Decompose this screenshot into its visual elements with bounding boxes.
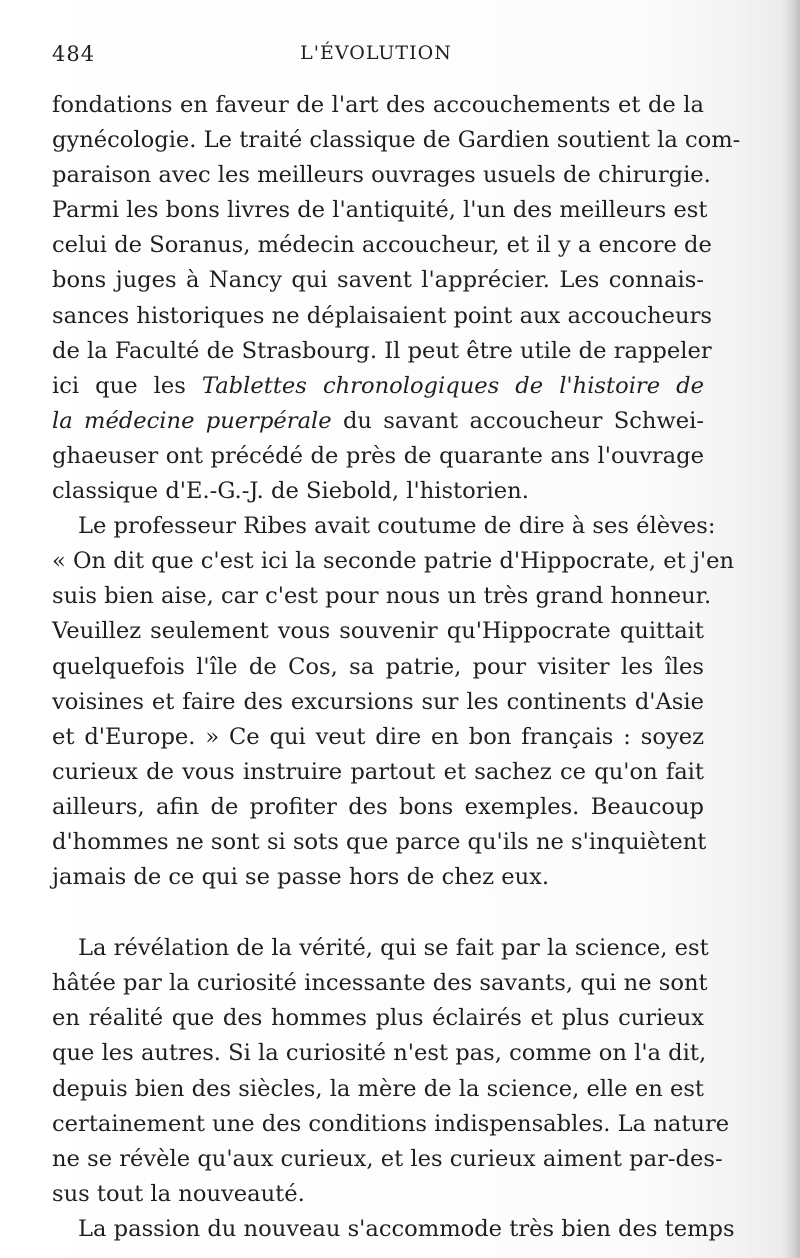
text-line: gynécologie. Le traité classique de Gardien soutient la com- xyxy=(52,127,741,154)
text-line: Veuillez seulement vous souvenir qu'Hippocrate quittait xyxy=(52,618,704,645)
text-line: curieux de vous instruire partout et sachez ce qu'on fait xyxy=(52,758,704,785)
text-line: Parmi les bons livres de l'antiquité, l'un des meilleurs est xyxy=(52,197,708,224)
paragraph-start-line: La passion du nouveau s'accommode très bien des temps xyxy=(78,1215,735,1242)
page-header xyxy=(52,42,700,72)
section-gap xyxy=(52,895,704,931)
text-line: ne se révèle qu'aux curieux, et les curieux aiment par-des- xyxy=(52,1145,723,1172)
text-line: depuis bien des siècles, la mère de la science, elle en est xyxy=(52,1075,704,1102)
text-line: sances historiques ne déplaisaient point aux accoucheurs xyxy=(52,302,712,329)
text-line: fondations en faveur de l'art des accouchements et de la xyxy=(52,92,704,118)
text-line: celui de Soranus, médecin accoucheur, et il y a encore de xyxy=(52,232,712,259)
body-text xyxy=(52,88,741,1247)
text-line: hâtée par la curiosité incessante des savants, qui ne sont xyxy=(52,970,708,997)
text-line: d'hommes ne sont si sots que parce qu'ils ne s'inquiètent xyxy=(52,828,707,855)
text-line: voisines et faire des excursions sur les continents d'Asie xyxy=(52,688,704,715)
page-binding-shadow xyxy=(782,0,800,1258)
plain-text: ici que les xyxy=(52,372,202,399)
italic-title: la médecine puerpérale xyxy=(52,407,332,434)
text-line: ghaeuser ont précédé de près de quarante ans l'ouvrage xyxy=(52,442,704,469)
text-line: ailleurs, afin de profiter des bons exemples. Beaucoup xyxy=(52,793,704,820)
italic-title: Tablettes chronologiques de l'histoire de xyxy=(201,372,705,399)
text-line: en réalité que des hommes plus éclairés et plus curieux xyxy=(52,1005,704,1032)
paragraph-end-line: classique d'E.-G.-J. de Siebold, l'historien. xyxy=(52,478,529,505)
paragraph-start-line: La révélation de la vérité, qui se fait par la science, est xyxy=(78,935,709,962)
text-line: bons juges à Nancy qui savent l'apprécier. Les connais- xyxy=(52,267,704,294)
text-line: « On dit que c'est ici la seconde patrie d'Hippocrate, et j'en xyxy=(52,548,735,575)
page-number: 484 xyxy=(52,42,96,66)
text-line-with-italic xyxy=(52,404,704,439)
plain-text: du savant accoucheur Schwei- xyxy=(331,407,704,434)
text-line: et d'Europe. » Ce qui veut dire en bon français : soyez xyxy=(52,723,704,750)
text-line: de la Faculté de Strasbourg. Il peut être utile de rappeler xyxy=(52,337,712,364)
text-line: que les autres. Si la curiosité n'est pas, comme on l'a dit, xyxy=(52,1040,707,1067)
text-line: quelquefois l'île de Cos, sa patrie, pour visiter les îles xyxy=(52,653,704,680)
text-line: paraison avec les meilleurs ouvrages usuels de chirurgie. xyxy=(52,162,711,189)
paragraph-start-line: Le professeur Ribes avait coutume de dire à ses élèves: xyxy=(78,513,716,540)
text-line-with-italic xyxy=(52,369,704,404)
text-line: certainement une des conditions indispensables. La nature xyxy=(52,1110,730,1137)
paragraph-end-line: jamais de ce qui se passe hors de chez eux. xyxy=(52,864,550,891)
running-title: L'ÉVOLUTION xyxy=(300,42,452,64)
paragraph-end-line: sus tout la nouveauté. xyxy=(52,1180,305,1207)
text-line: suis bien aise, car c'est pour nous un très grand honneur. xyxy=(52,583,712,610)
